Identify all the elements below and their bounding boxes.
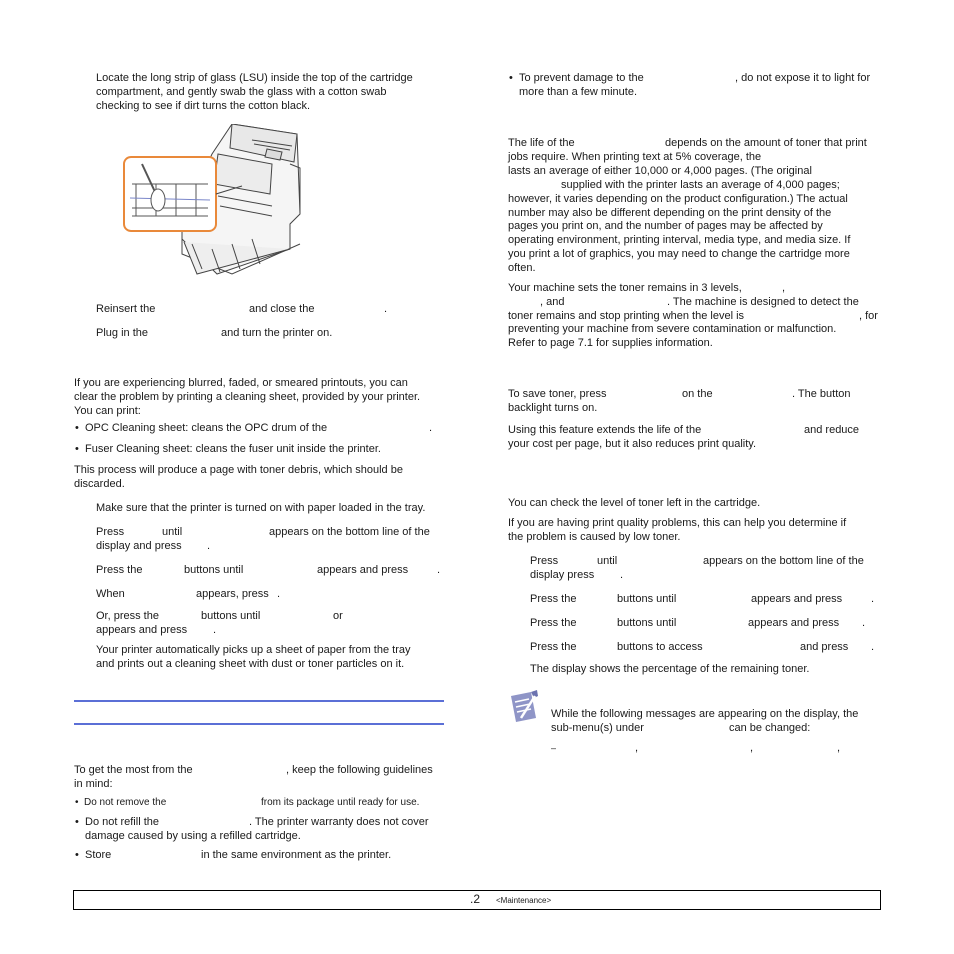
bullet-opc: OPC Cleaning sheet: cleans the OPC drum of the	[85, 422, 328, 434]
text-segment: .	[213, 624, 217, 636]
text-segment: appears and press	[317, 564, 409, 576]
text-segment: , keep the following guidelines	[286, 764, 433, 776]
text-segment: Plug in the	[96, 327, 148, 339]
text-segment: .	[277, 588, 281, 600]
text-line: checking to see if dirt turns the cotton black.	[96, 100, 311, 112]
text-segment: . The button	[792, 388, 851, 400]
text-line: number may also be different depending on the print density of the	[508, 207, 832, 219]
text-segment: To prevent damage to the	[519, 72, 644, 84]
text-segment: backlight turns on.	[508, 402, 598, 414]
text-segment: To save toner, press	[508, 388, 607, 400]
text-segment: on the	[682, 388, 713, 400]
text-segment: .	[207, 540, 211, 552]
text-segment: can be changed:	[729, 722, 811, 734]
text-line: compartment, and gently swab the glass with a cotton swab	[96, 86, 387, 98]
text-segment: supplied with the printer lasts an average of 4,000 pages;	[561, 179, 840, 191]
bullet-dot: •	[75, 849, 79, 861]
text-segment: Refer to page 7.1 for supplies information.	[508, 337, 713, 349]
text-segment: in the same environment as the printer.	[201, 849, 392, 861]
text-segment: , and	[540, 296, 565, 308]
text-line: however, it varies depending on the product configuration.) The actual	[508, 193, 848, 205]
text-segment: in mind:	[74, 778, 113, 790]
text-segment: Do not remove the	[84, 797, 167, 808]
text-segment: .	[384, 303, 388, 315]
text-line: the problem is caused by low toner.	[508, 531, 681, 543]
text-segment: Press	[96, 526, 125, 538]
text-line: often.	[508, 262, 536, 274]
text-segment: damage caused by using a refilled cartridge.	[85, 830, 301, 842]
text-segment: appears on the bottom line of the	[703, 555, 864, 567]
text-line: Locate the long strip of glass (LSU) inside the top of the cartridge	[96, 72, 413, 84]
text-segment: buttons until	[617, 593, 677, 605]
text-segment: Press the	[530, 617, 577, 629]
text-segment: .	[871, 593, 875, 605]
text-segment: preventing your machine from severe contamination or malfunction.	[508, 323, 837, 335]
text-segment: .	[871, 641, 875, 653]
text-segment: appears, press	[196, 588, 269, 600]
text-line: pages you print on, and the number of pages may be affected by	[508, 220, 823, 232]
text-segment: To get the most from the	[74, 764, 193, 776]
text-segment: . The printer warranty does not cover	[249, 816, 429, 828]
text-line: operating environment, printing interval, media type, and media size. If	[508, 234, 851, 246]
note-icon	[509, 690, 539, 724]
bullet-dot: •	[75, 443, 79, 455]
text-segment: depends on the amount of toner that print	[665, 137, 867, 149]
text-segment: your cost per page, but it also reduces print quality.	[508, 438, 757, 450]
text-segment: display press	[530, 569, 595, 581]
step-make-sure: Make sure that the printer is turned on with paper loaded in the tray.	[96, 502, 426, 514]
text-segment: –	[551, 743, 557, 753]
bullet-fuser: Fuser Cleaning sheet: cleans the fuser unit inside the printer.	[85, 443, 381, 455]
text-segment: When	[96, 588, 125, 600]
text-segment: until	[162, 526, 183, 538]
text-line: If you are experiencing blurred, faded, or smeared printouts, you can	[74, 377, 408, 389]
text-segment: from its package until ready for use.	[261, 797, 420, 808]
bullet-dot: •	[75, 816, 79, 828]
text-segment: .	[862, 617, 866, 629]
text-segment: appears and press	[751, 593, 843, 605]
text-segment: buttons to access	[617, 641, 703, 653]
text-segment: or	[333, 610, 343, 622]
text-segment: buttons until	[201, 610, 261, 622]
text-segment: , do not expose it to light for	[735, 72, 871, 84]
page-number: .2	[470, 892, 481, 906]
text-segment: display and press	[96, 540, 182, 552]
text-line: clear the problem by printing a cleaning sheet, provided by your printer.	[74, 391, 421, 403]
text-segment: ,	[750, 742, 754, 754]
text-segment: The life of the	[508, 137, 575, 149]
bullet-dot: •	[509, 72, 513, 84]
text-segment: .	[437, 564, 441, 576]
text-segment: appears and press	[748, 617, 840, 629]
text-segment: appears on the bottom line of the	[269, 526, 430, 538]
text-segment: until	[597, 555, 618, 567]
text-line: and prints out a cleaning sheet with dust or toner particles on it.	[96, 658, 405, 670]
text-segment: Store	[85, 849, 112, 861]
text-segment: sub-menu(s) under	[551, 722, 644, 734]
text-segment: jobs require. When printing text at 5% coverage, the	[508, 151, 762, 163]
check-step-5: The display shows the percentage of the remaining toner.	[530, 663, 810, 675]
text-segment: and press	[800, 641, 849, 653]
text-segment: and turn the printer on.	[221, 327, 333, 339]
section-rule	[74, 700, 444, 702]
text-line: You can print:	[74, 405, 141, 417]
text-segment: Using this feature extends the life of the	[508, 424, 702, 436]
text-line: discarded.	[74, 478, 125, 490]
bullet-dot: •	[75, 422, 79, 434]
chapter-caption: <Maintenance>	[496, 896, 552, 905]
text-segment: Press the	[530, 593, 577, 605]
printer-illustration	[122, 124, 302, 284]
text-segment: ,	[782, 282, 786, 294]
text-segment: appears and press	[96, 624, 188, 636]
text-segment: buttons until	[184, 564, 244, 576]
section-rule	[74, 723, 444, 725]
text-line: This process will produce a page with toner debris, which should be	[74, 464, 403, 476]
text-segment: .	[429, 422, 433, 434]
text-line: Your printer automatically picks up a sheet of paper from the tray	[96, 644, 411, 656]
text-segment: Or, press the	[96, 610, 159, 622]
text-segment: and reduce	[804, 424, 860, 436]
text-segment: ,	[635, 742, 639, 754]
text-segment: toner remains and stop printing when the level is	[508, 310, 745, 322]
text-segment: more than a few minute.	[519, 86, 638, 98]
text-segment: ,	[837, 742, 841, 754]
text-line: If you are having print quality problems, this can help you determine if	[508, 517, 847, 529]
text-segment: Press the	[530, 641, 577, 653]
text-segment: Your machine sets the toner remains in 3 levels,	[508, 282, 742, 294]
bullet-dot: •	[75, 797, 79, 808]
text-segment: buttons until	[617, 617, 677, 629]
text-segment: Reinsert the	[96, 303, 156, 315]
text-segment: and close the	[249, 303, 315, 315]
text-segment: , for	[859, 310, 878, 322]
text-segment: Press the	[96, 564, 143, 576]
text-line: you print a lot of graphics, you may need to change the cartridge more	[508, 248, 850, 260]
text-segment: lasts an average of either 10,000 or 4,000 pages. (The original	[508, 165, 812, 177]
text-segment: While the following messages are appearing on the display, the	[551, 708, 859, 720]
text-segment: . The machine is designed to detect the	[667, 296, 859, 308]
text-segment: .	[620, 569, 624, 581]
text-segment: Do not refill the	[85, 816, 159, 828]
check-level-text: You can check the level of toner left in the cartridge.	[508, 497, 761, 509]
text-segment: Press	[530, 555, 559, 567]
